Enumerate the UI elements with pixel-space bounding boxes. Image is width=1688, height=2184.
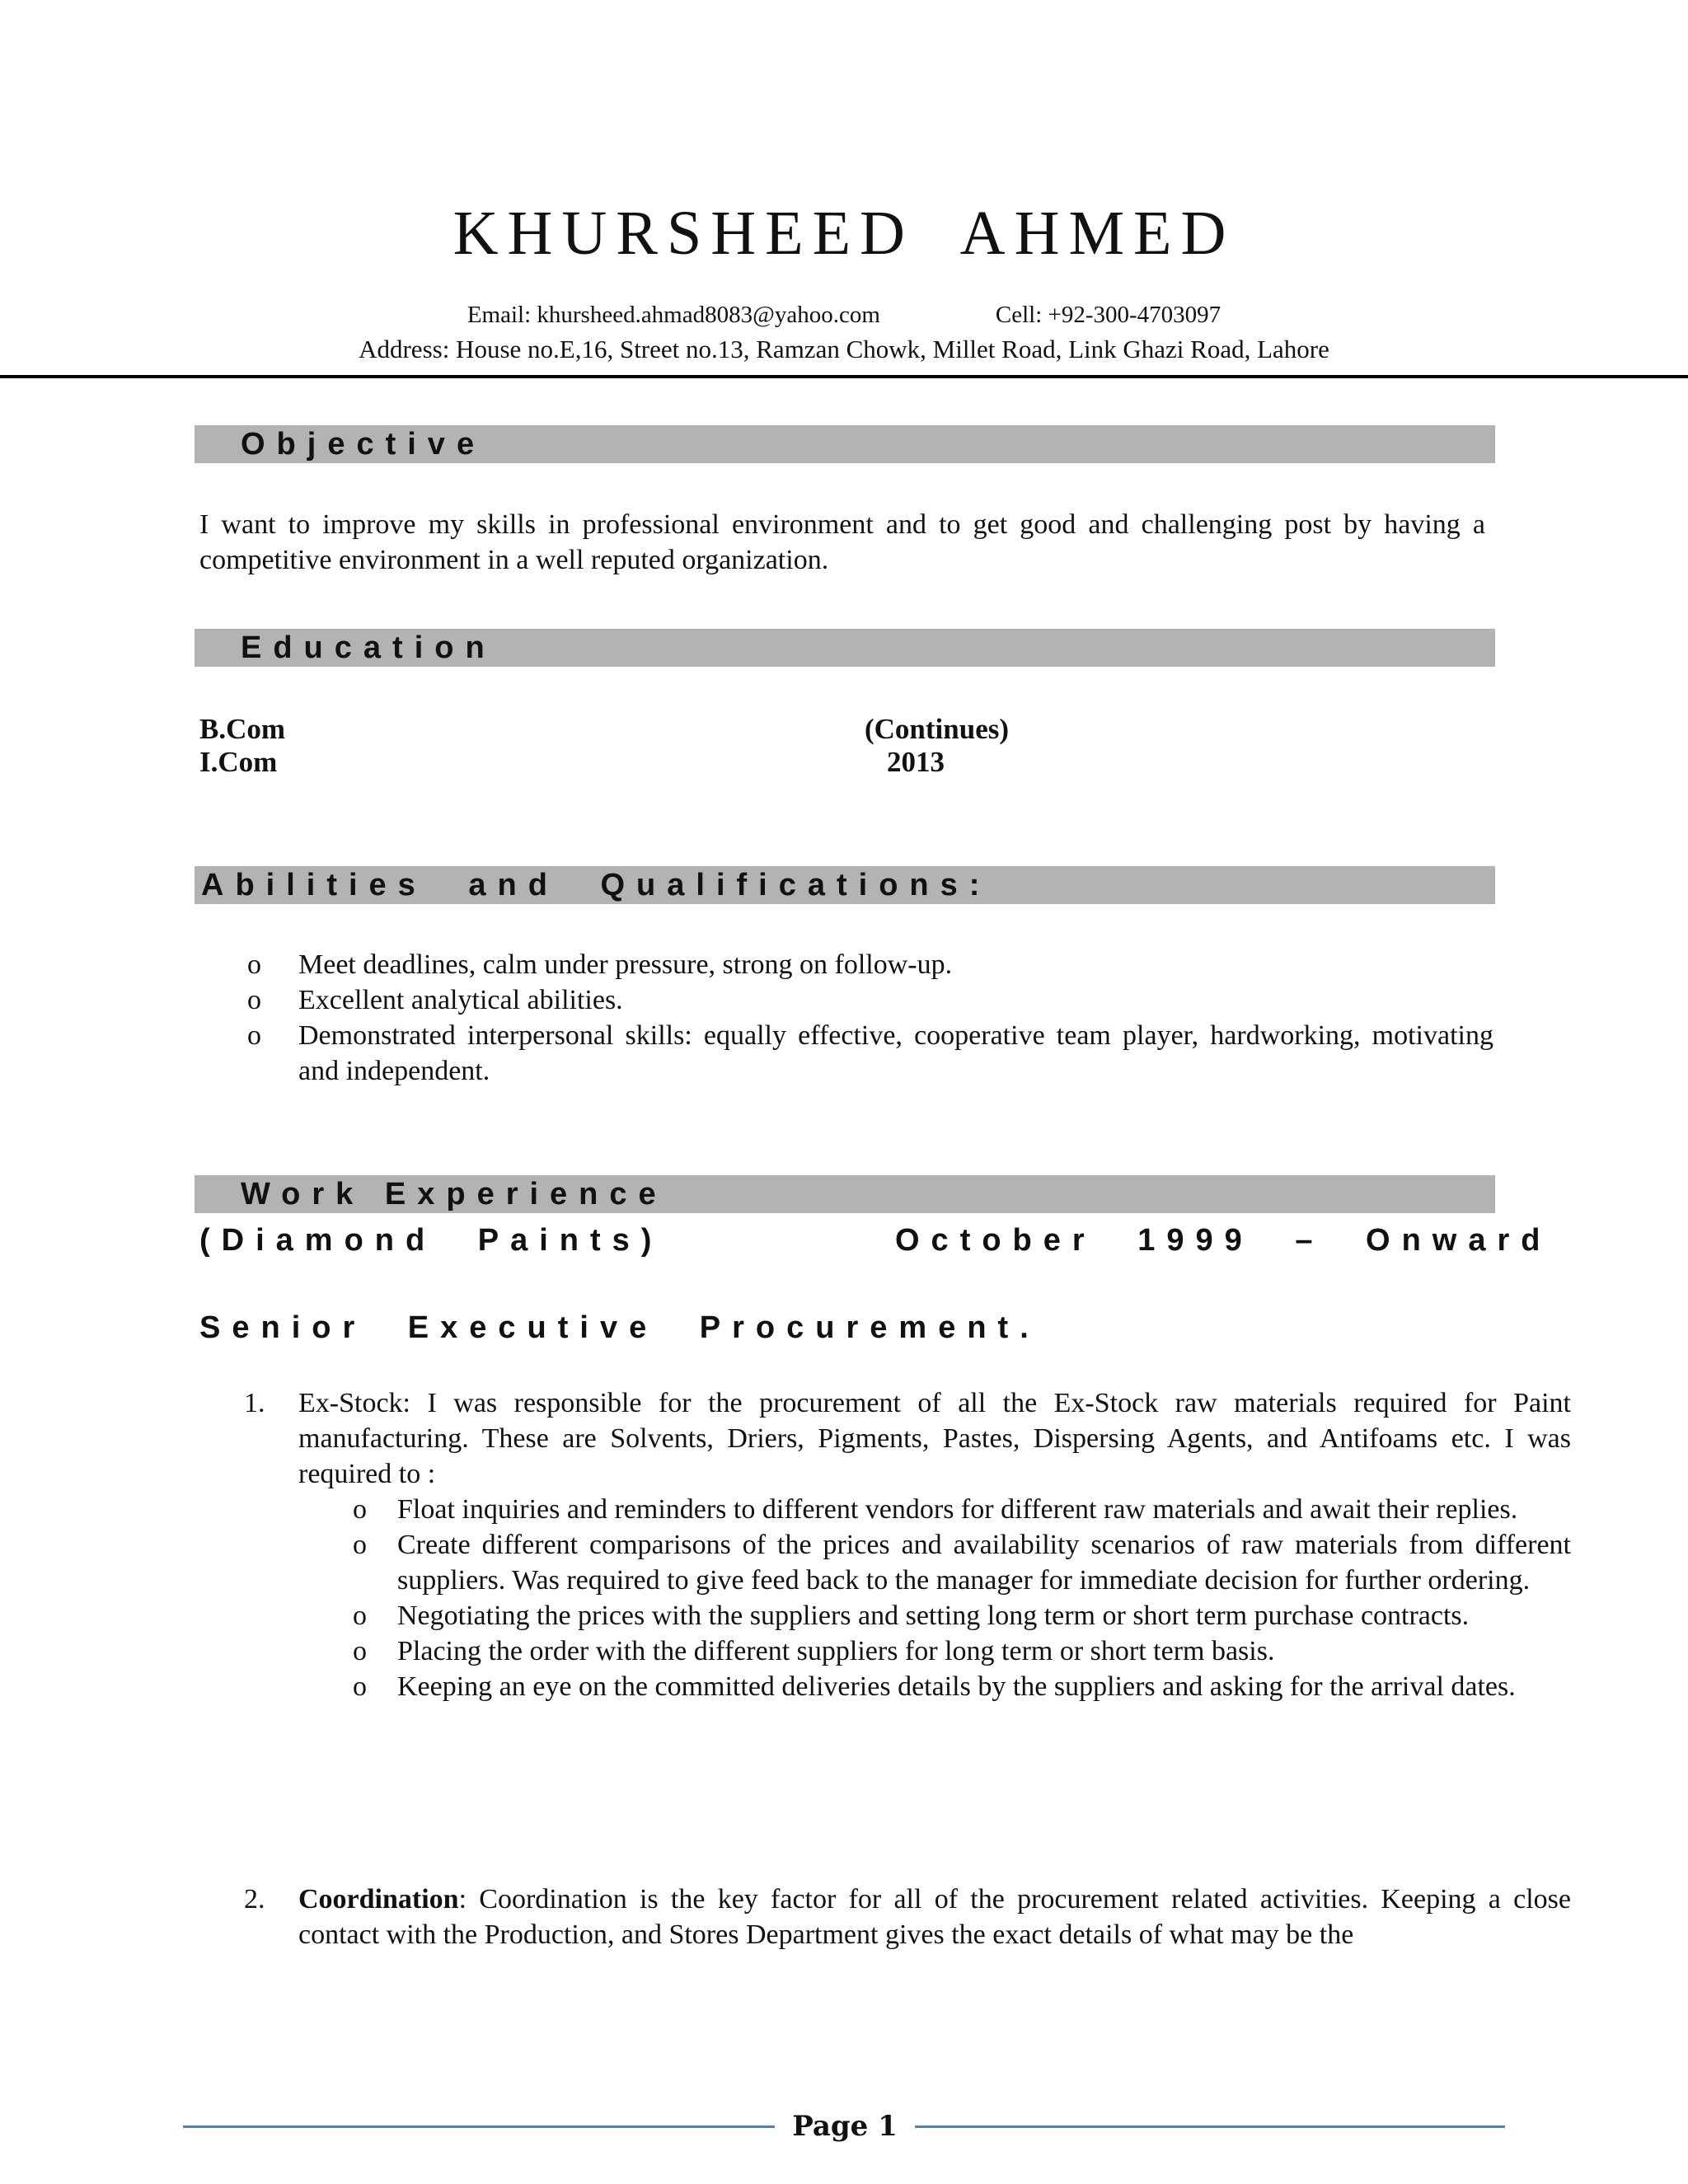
duty-sublist bbox=[298, 1492, 1571, 1704]
cell-text: Cell: +92-300-4703097 bbox=[995, 302, 1221, 328]
candidate-name: KHURSHEED AHMED bbox=[452, 199, 1236, 268]
bullet-mark: o bbox=[247, 985, 261, 1015]
footer-rule-left bbox=[183, 2125, 775, 2128]
list-item: o Create different comparisons of the prices and availability scenarios of raw materials from different suppliers. Was required to give feed back to the manager for immediate decision for further ordering. bbox=[353, 1527, 1571, 1598]
education-degree-2: I.Com bbox=[199, 746, 278, 778]
duty-text: Ex-Stock: I was responsible for the procurement of all the Ex-Stock raw materials required for Paint manufacturing. These are Solvents, Driers, Pigments, Pastes, Dispersing Agents, and Antifoams etc. I was required to : bbox=[298, 1388, 1571, 1489]
bullet-mark: o bbox=[353, 1494, 367, 1525]
bullet-mark: o bbox=[247, 949, 261, 980]
bullet-mark: o bbox=[353, 1601, 367, 1631]
address-text: Address: House no.E,16, Street no.13, Ramzan Chowk, Millet Road, Link Ghazi Road, Lahore bbox=[359, 335, 1329, 363]
job-title: Senior Executive Procurement. bbox=[199, 1310, 1040, 1345]
bullet-mark: o bbox=[353, 1636, 367, 1666]
list-item: o Float inquiries and reminders to different vendors for different raw materials and await their replies. bbox=[353, 1492, 1571, 1527]
list-item: o Placing the order with the different suppliers for long term or short term basis. bbox=[353, 1633, 1571, 1669]
footer-rule-right bbox=[915, 2125, 1505, 2128]
list-item: o Demonstrated interpersonal skills: equally effective, cooperative team player, hardworking, motivating and independent. bbox=[298, 1018, 1493, 1089]
work-period: October 1999 – Onward bbox=[895, 1223, 1552, 1258]
duty-text: : Coordination is the key factor for all of the procurement related activities. Keeping a close contact with the Production, and Stores Department gives the exact details of what may be the bbox=[298, 1884, 1571, 1950]
work-heading: Work Experience bbox=[195, 1175, 1495, 1213]
email-text: Email: khursheed.ahmad8083@yahoo.com bbox=[467, 302, 880, 328]
item-number: 1. bbox=[244, 1388, 265, 1418]
list-item bbox=[244, 1882, 1571, 1952]
contact-line bbox=[0, 301, 1688, 330]
duties-list bbox=[244, 1385, 1571, 1704]
education-status-1: (Continues) bbox=[865, 713, 1010, 745]
item-number: 2. bbox=[244, 1884, 265, 1915]
list-item bbox=[244, 1385, 1571, 1704]
list-item: o Negotiating the prices with the suppliers and setting long term or short term purchase contracts. bbox=[353, 1598, 1571, 1633]
duty-lead: Coordination bbox=[298, 1884, 459, 1915]
list-item: o Meet deadlines, calm under pressure, strong on follow-up. bbox=[298, 947, 1493, 982]
abilities-list bbox=[247, 947, 1493, 1089]
list-item: o Excellent analytical abilities. bbox=[298, 982, 1493, 1018]
education-degree-1: B.Com bbox=[199, 713, 286, 745]
list-item: o Keeping an eye on the committed deliveries details by the suppliers and asking for the arrival dates. bbox=[353, 1669, 1571, 1704]
bullet-mark: o bbox=[353, 1671, 367, 1702]
header-divider bbox=[0, 375, 1688, 378]
company-name: (Diamond Paints) bbox=[199, 1223, 663, 1258]
bullet-mark: o bbox=[353, 1530, 367, 1560]
duties-list-continued bbox=[244, 1882, 1571, 1952]
objective-text: I want to improve my skills in professional environment and to get good and challenging post by having a competitive environment in a well reputed organization. bbox=[199, 509, 1485, 575]
objective-heading: Objective bbox=[195, 425, 1495, 463]
education-status-2: 2013 bbox=[887, 746, 945, 778]
bullet-mark: o bbox=[247, 1020, 261, 1051]
abilities-heading: Abilities and Qualifications: bbox=[195, 866, 1495, 904]
page-number: Page 1 bbox=[792, 2110, 898, 2143]
education-heading: Education bbox=[195, 629, 1495, 667]
